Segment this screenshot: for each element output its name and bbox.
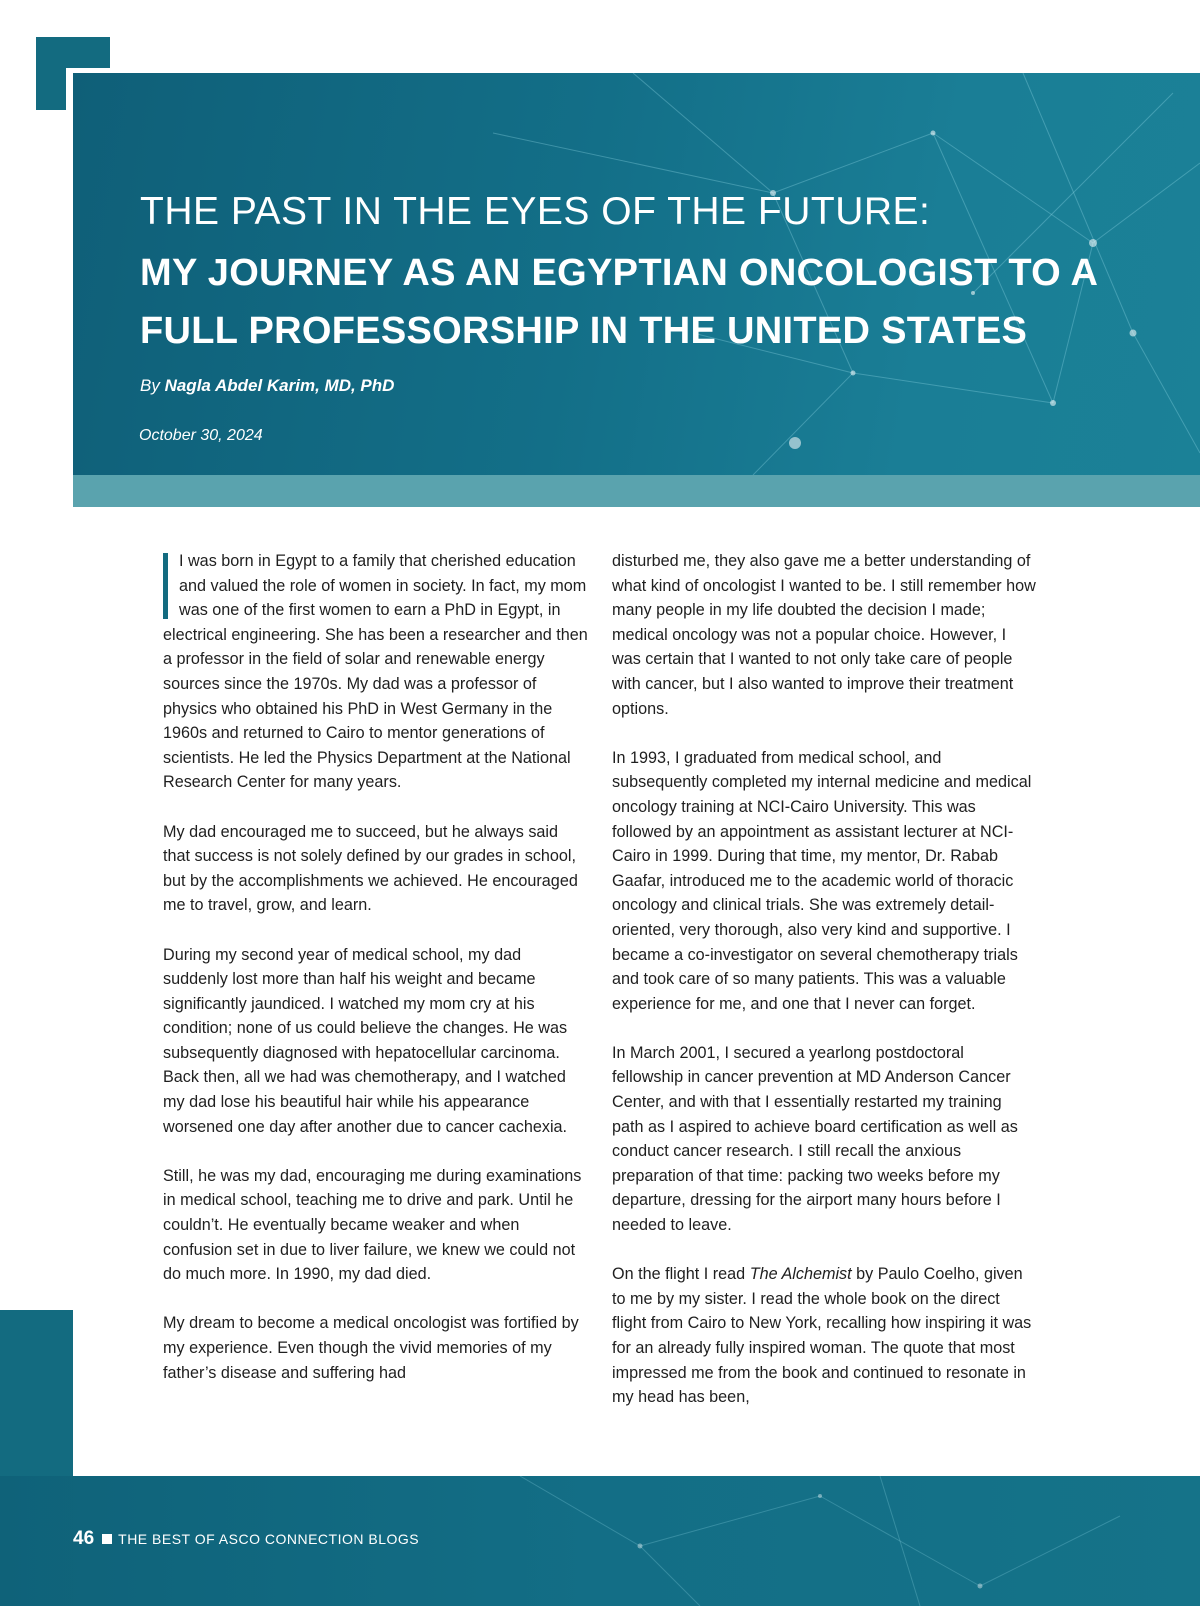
article-paragraph: My dream to become a medical oncologist was fortified by my experience. Even though the vivid memories of my father’s disease and suffering had [163, 1314, 579, 1382]
publish-date: October 30, 2024 [139, 427, 263, 444]
paragraph-text: by Paulo Coelho, given to me by my sister. I read the whole book on the direct flight from Cairo to New York, recalling how inspiring it was for an already fully inspired woman. The quote that most impressed me from the book and continued to resonate in my head has been, [612, 1265, 1032, 1407]
article-column-1 [163, 549, 588, 1410]
article-paragraph: During my second year of medical school, my dad suddenly lost more than half his weight and became significantly jaundiced. I watched my mom cry at his condition; none of us could believe the changes. He was subsequently diagnosed with hepatocellular carcinoma. Back then, all we had was chemotherapy, and I watched my dad lose his beautiful hair while his appearance worsened one day after another due to cancer cachexia. [163, 945, 568, 1136]
publication-title: THE BEST OF ASCO CONNECTION BLOGS [118, 1531, 420, 1547]
article-paragraph: Still, he was my dad, encouraging me during examinations in medical school, teaching me to drive and park. Until he couldn’t. He eventually became weaker and when confusion set in due to liver failure, we knew we could not do much more. In 1990, my dad died. [163, 1166, 582, 1284]
author-name: Nagla Abdel Karim, MD, PhD [164, 376, 395, 395]
page-number: 46 [73, 1528, 95, 1549]
drop-cap-bar [163, 553, 168, 619]
article-paragraph: I was born in Egypt to a family that cherished education and valued the role of women in society. In fact, my mom was one of the first women to earn a PhD in Egypt, in electrical engineering. She has been a researcher and then a professor in the field of solar and renewable energy sources since the 1970s. My dad was a professor of physics who obtained his PhD in West Germany in the 1960s and returned to Cairo to mentor generations of scientists. He led the Physics Department at the National Research Center for many years. [163, 552, 588, 792]
article-headline: MY JOURNEY AS AN EGYPTIAN ONCOLOGIST TO A FULL PROFESSORSHIP IN THE UNITED STATES [140, 252, 1097, 352]
article-column-2 [612, 549, 1037, 1434]
byline [140, 376, 394, 396]
banner-accent-strip [73, 475, 1200, 507]
article-paragraph [612, 1262, 1037, 1410]
paragraph-text: On the flight I read [612, 1265, 750, 1284]
book-title: The Alchemist [749, 1265, 852, 1284]
byline-prefix: By [140, 376, 160, 395]
article-paragraph: My dad encouraged me to succeed, but he always said that success is not solely defined by our grades in school, but by the accomplishments we achieved. He encouraged me to travel, grow, and learn. [163, 822, 578, 915]
footer [73, 1528, 419, 1550]
article-paragraph: disturbed me, they also gave me a better understanding of what kind of oncologist I wanted to be. I still remember how many people in my life doubted the decision I made; medical oncology was not a popular choice. However, I was certain that I wanted to not only take care of people with cancer, but I also wanted to improve their treatment options. [612, 552, 1036, 718]
article-paragraph: In March 2001, I secured a yearlong postdoctoral fellowship in cancer prevention at MD Anderson Cancer Center, and with that I essentially restarted my training path as I aspired to achieve board certification as well as conduct cancer research. I still recall the anxious preparation of that time: packing two weeks before my departure, dressing for the airport many hours before I needed to leave. [612, 1043, 1018, 1235]
footer-square-icon [102, 1534, 112, 1544]
article-kicker: THE PAST IN THE EYES OF THE FUTURE: [140, 190, 931, 233]
article-paragraph: In 1993, I graduated from medical school, and subsequently completed my internal medicine and medical oncology training at NCI-Cairo University. This was followed by an appointment as assistant lecturer at NCI-Cairo in 1999. During that time, my mentor, Dr. Rabab Gaafar, introduced me to the academic world of thoracic oncology and clinical trials. She was extremely detail-oriented, very thorough, also very kind and supportive. I became a co-investigator on several chemotherapy trials and took care of so many patients. This was a valuable experience for me, and one that I never can forget. [612, 748, 1032, 1013]
